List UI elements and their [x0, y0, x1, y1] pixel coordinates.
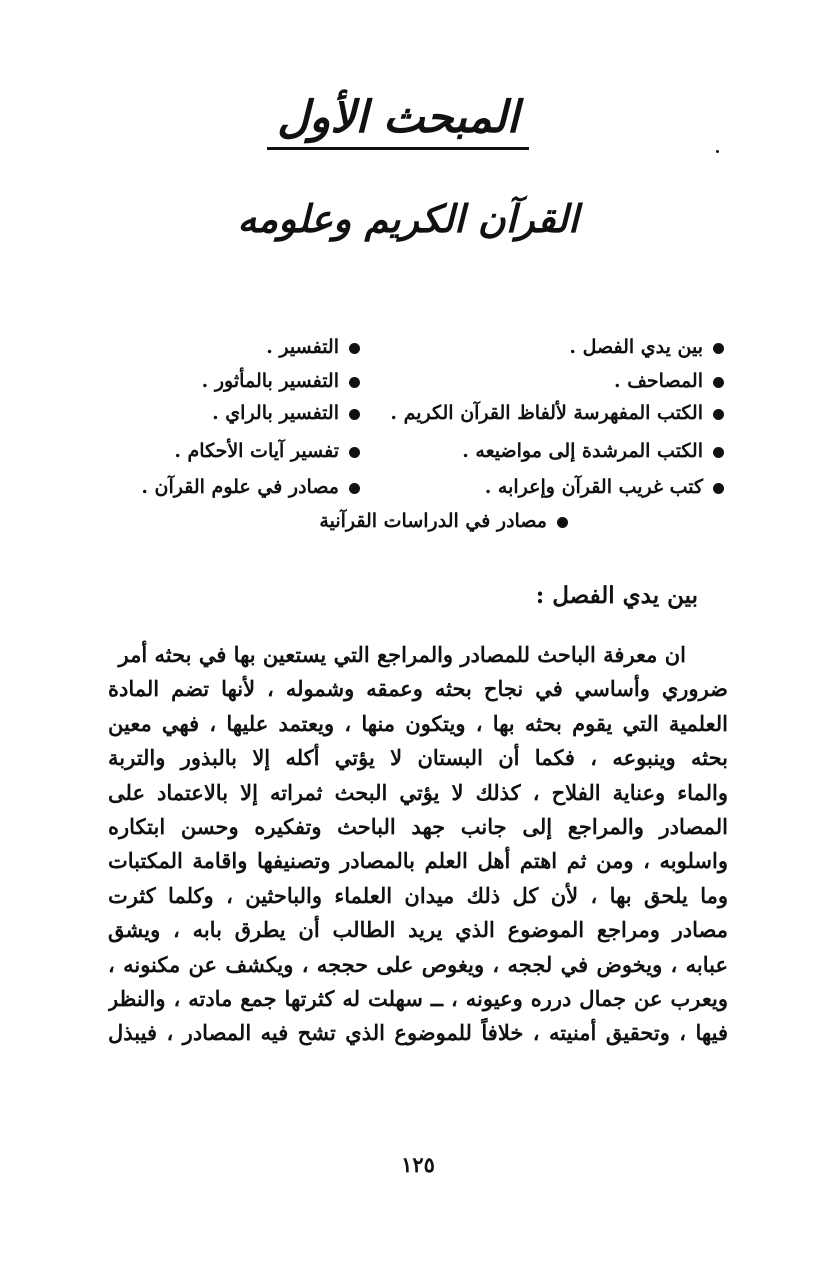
toc-item-label: مصادر في الدراسات القرآنية [319, 510, 547, 532]
toc-item-label: التفسير بالراي . [212, 402, 339, 424]
page-number: ١٢٥ [401, 1152, 435, 1177]
section-heading: بين يدي الفصل : [535, 582, 698, 609]
toc-item-label: بين يدي الفصل . [569, 336, 703, 358]
bullet-icon [713, 343, 724, 354]
toc-item-label: التفسير . [266, 336, 339, 358]
ink-speck [716, 150, 719, 153]
body-line: ضروري وأساسي في نجاح بحثه وعمقه وشموله ، لأنها تضم المادة [108, 676, 728, 702]
toc-item-label: الكتب المرشدة إلى مواضيعه . [462, 440, 703, 462]
body-line: مصادر ومراجع الموضوع الذي يريد الطالب أن يطرق بابه ، ويشق [108, 917, 728, 943]
toc-item [212, 398, 360, 428]
section-title [0, 92, 836, 150]
toc-item [462, 436, 724, 466]
chapter-subtitle: القرآن الكريم وعلومه [237, 196, 579, 241]
bullet-icon [557, 517, 568, 528]
body-line: العلمية التي يقوم بحثه بها ، ويتكون منها ، ويعتمد عليها ، فهي معين [108, 710, 728, 736]
toc-item [614, 366, 724, 396]
bullet-icon [713, 447, 724, 458]
bullet-icon [713, 483, 724, 494]
toc-item [390, 398, 724, 428]
body-line: وما يلحق بها ، لأن كل ذلك ميدان العلماء والباحثين ، وكلما كثرت [108, 882, 728, 908]
body-paragraph [108, 638, 728, 1051]
toc-item-label: التفسير بالمأثور . [201, 370, 339, 392]
bullet-icon [713, 409, 724, 420]
section-title-text: المبحث الأول [267, 92, 529, 150]
toc-item [485, 472, 724, 502]
body-line: المصادر والمراجع إلى جانب جهد الباحث وتفكيره وحسن ابتكاره [108, 814, 728, 840]
body-line: ان معرفة الباحث للمصادر والمراجع التي يستعين بها في بحثه أمر [118, 642, 686, 667]
body-line: واسلوبه ، ومن ثم اهتم أهل العلم بالمصادر وتصنيفها واقامة المكتبات [108, 848, 728, 874]
toc-item [141, 472, 360, 502]
toc-item-label: مصادر في علوم القرآن . [141, 476, 339, 498]
toc-item-label: تفسير آيات الأحكام . [174, 440, 339, 462]
toc-item-label: كتب غريب القرآن وإعرابه . [484, 476, 703, 498]
toc-item [266, 332, 360, 362]
toc-item [174, 436, 360, 466]
bullet-icon [349, 447, 360, 458]
bullet-icon [349, 343, 360, 354]
bullet-icon [349, 409, 360, 420]
toc-item [319, 506, 568, 536]
bullet-icon [713, 377, 724, 388]
toc-item [202, 366, 360, 396]
bullet-icon [349, 377, 360, 388]
body-line: عبابه ، ويخوض في لججه ، ويغوص على حججه ، ويكشف عن مكنونه ، [108, 951, 728, 977]
toc-item [569, 332, 724, 362]
body-line: والماء وعناية الفلاح ، كذلك لا يؤتي البحث ثمراته إلا بالاعتماد على [108, 779, 728, 805]
toc-item-label: الكتب المفهرسة لألفاظ القرآن الكريم . [390, 402, 703, 424]
toc-item-label: المصاحف . [614, 370, 703, 392]
body-line: ويعرب عن جمال درره وعيونه ، ــ سهلت له كثرتها جمع مادته ، والنظر [108, 986, 728, 1012]
body-line: فيها ، وتحقيق أمنيته ، خلافاً للموضوع الذي تشح فيه المصادر ، فيبذل [108, 1020, 728, 1046]
bullet-icon [349, 483, 360, 494]
body-line: بحثه وينبوعه ، فكما أن البستان لا يؤتي أكله إلا بالبذور والتربة [108, 745, 728, 771]
